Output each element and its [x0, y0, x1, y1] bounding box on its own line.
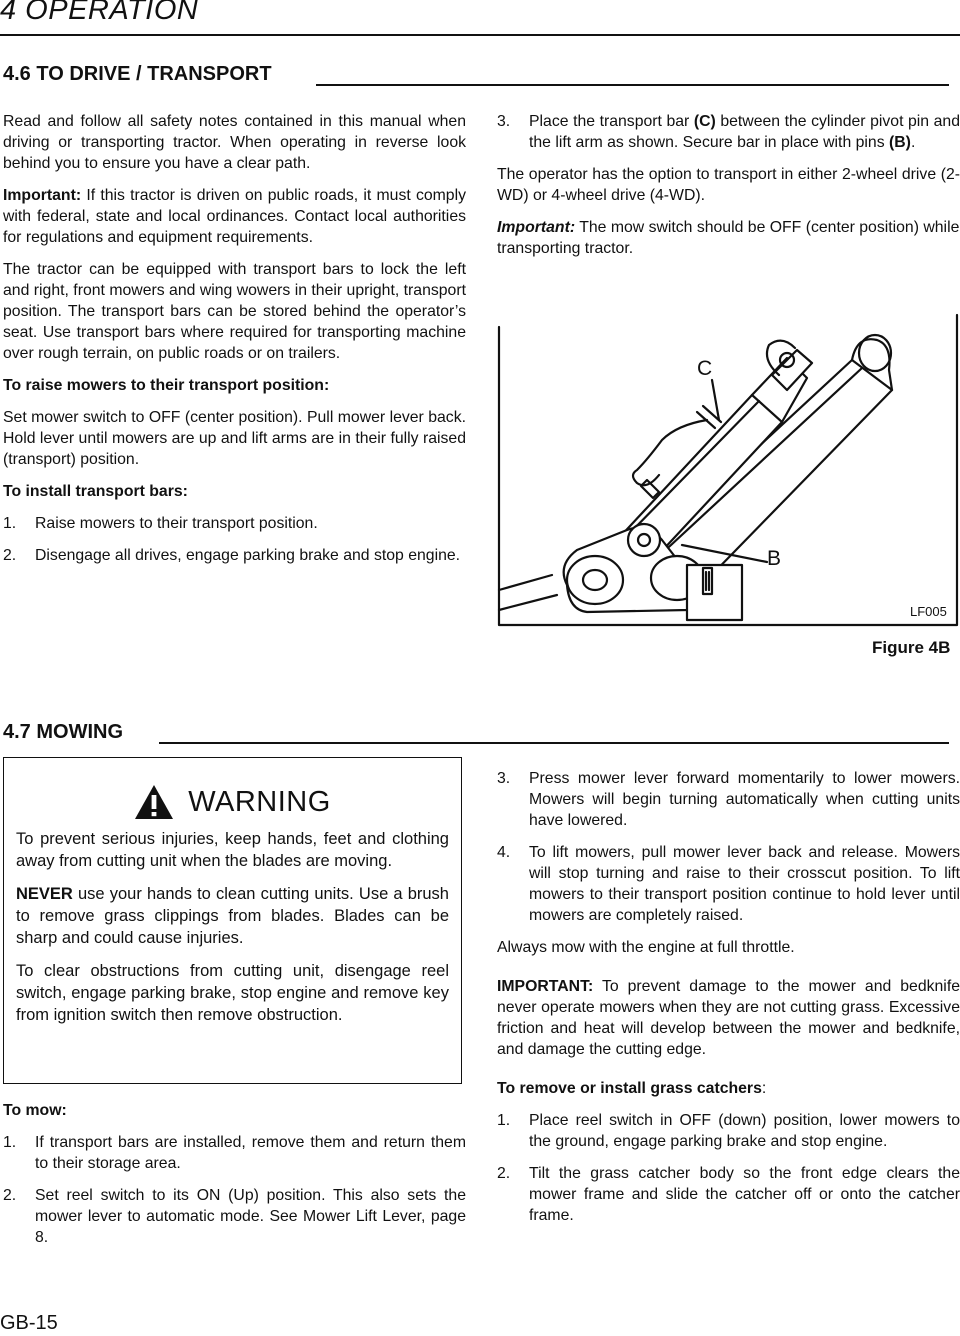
- step-number: 1.: [497, 1112, 511, 1129]
- step-text: Raise mowers to their transport position.: [35, 515, 318, 532]
- mowing-important-text: To prevent damage to the mower and bedknife never operate mowers when they are not cutting grass. Excessive friction and heat will develop between the mower and bedknife, and damage the cutting edge.: [497, 978, 960, 1058]
- raise-heading: To raise mowers to their transport position:: [3, 377, 330, 394]
- step-text: If transport bars are installed, remove them and return them to their storage area.: [35, 1134, 466, 1172]
- step-text: Disengage all drives, engage parking brake and stop engine.: [35, 547, 461, 564]
- list-item: [497, 1163, 960, 1226]
- catchers-heading-text: To remove or install grass catchers: [497, 1080, 762, 1097]
- header-rule: [0, 34, 960, 36]
- step3-mid: between the cylinder pivot pin and the lift arm as shown. Secure bar in place with pins: [529, 113, 960, 151]
- step-text: Tilt the grass catcher body so the front edge clears the mower frame and slide the catcher off or onto the catcher frame.: [529, 1165, 960, 1224]
- list-item: [3, 1185, 466, 1248]
- raise-text: Set mower switch to OFF (center position). Pull mower lever back. Hold lever until mowers are up and lift arms are in their fully raised (transport) position.: [3, 409, 466, 468]
- transport-intro: Read and follow all safety notes contained in this manual when driving or transporting tractor. When operating in reverse look behind you to ensure you have a clear path.: [3, 113, 466, 172]
- list-item: [497, 111, 960, 153]
- step-number: 1.: [3, 1134, 17, 1151]
- warning-box: [3, 757, 462, 1084]
- step-number: 4.: [497, 844, 511, 861]
- step-number: 3.: [497, 113, 511, 130]
- step-number: 2.: [497, 1165, 511, 1182]
- important-label: Important:: [3, 187, 82, 204]
- drive-option-text: The operator has the option to transport in either 2-wheel drive (2-WD) or 4-wheel drive (4-WD).: [497, 166, 960, 204]
- mowing-important-label: IMPORTANT:: [497, 978, 594, 995]
- warning-paragraph-1: To prevent serious injuries, keep hands, feet and clothing away from cutting unit when the blades are moving.: [16, 830, 449, 870]
- step-text: Place reel switch in OFF (down) position, lower mowers to the ground, engage parking brake and stop engine.: [529, 1112, 960, 1150]
- list-item: [497, 842, 960, 926]
- install-heading: To install transport bars:: [3, 483, 188, 500]
- transport-important-2: [497, 217, 960, 259]
- step-text: Press mower lever forward momentarily to lower mowers. Mowers will begin turning automatically when cutting units have lowered.: [529, 770, 960, 829]
- transport-bar-illustration: [497, 300, 960, 630]
- step-text: [529, 111, 960, 153]
- important2-label: Important:: [497, 219, 576, 236]
- step-number: 1.: [3, 515, 17, 532]
- mowing-right-column: [497, 768, 960, 1237]
- step-text: To lift mowers, pull mower lever back and release. Mowers will stop turning and raise to their crosscut position. To lift mowers to their transport position continue to hold lever until mowers are completely raised.: [529, 844, 960, 924]
- important-text: If this tractor is driven on public roads, it must comply with federal, state and local ordinances. Contact local authorities for regulations and equipment requirements.: [3, 187, 466, 246]
- list-item: [497, 1110, 960, 1152]
- to-mow-heading: To mow:: [3, 1102, 67, 1119]
- section-title-mowing: 4.7 MOWING: [3, 721, 124, 743]
- step-number: 2.: [3, 547, 17, 564]
- page-number: GB-15: [0, 1312, 58, 1334]
- important2-text: The mow switch should be OFF (center position) while transporting tractor.: [497, 219, 960, 257]
- section-title-transport: 4.6 TO DRIVE / TRANSPORT: [3, 63, 272, 85]
- mowing-left-column: [3, 1100, 466, 1259]
- step3-ref-b: (B): [889, 134, 911, 151]
- list-item: [3, 545, 466, 566]
- warning-title: WARNING: [188, 785, 331, 818]
- catchers-heading-colon: :: [761, 1080, 767, 1097]
- step-number: 3.: [497, 770, 511, 787]
- warning-paragraph-3: To clear obstructions from cutting unit, disengage reel switch, engage parking brake, stop engine and remove key from ignition switch then remove obstruction.: [16, 962, 449, 1024]
- warning-p2-text: use your hands to clean cutting units. Use a brush to remove grass clippings from blades. Blades can be sharp and could cause injuries.: [16, 885, 449, 947]
- figure-label-b: B: [767, 547, 782, 570]
- transport-bars-paragraph: The tractor can be equipped with transport bars to lock the left and right, front mowers and wing wowers in their upright, transport position. The transport bars can be stored behind the operator’s seat. Use transport bars where required for transporting machine over rough terrain, on public roads or on trailers.: [3, 261, 466, 362]
- transport-right-column: [497, 111, 960, 270]
- mowing-important: [497, 976, 960, 1060]
- step3-pre: Place the transport bar: [529, 113, 694, 130]
- transport-left-column: [3, 111, 466, 577]
- chapter-title: 4 OPERATION: [0, 0, 199, 26]
- warning-header: [16, 758, 449, 828]
- catchers-heading: [497, 1078, 960, 1099]
- full-throttle-text: Always mow with the engine at full throttle.: [497, 939, 795, 956]
- step3-post: .: [910, 134, 916, 151]
- warning-triangle-icon: [134, 784, 174, 820]
- step-number: 2.: [3, 1187, 17, 1204]
- figure-label-c: C: [697, 357, 713, 380]
- section-title-underline: [159, 742, 949, 744]
- list-item: [3, 513, 466, 534]
- warning-never: NEVER: [16, 885, 73, 903]
- warning-paragraph-2: [16, 883, 449, 949]
- section-title-underline: [316, 84, 949, 86]
- step3-ref-c: (C): [693, 113, 716, 130]
- figure-code: LF005: [910, 604, 947, 619]
- figure-caption: Figure 4B: [872, 638, 951, 657]
- transport-important: [3, 185, 466, 248]
- list-item: [3, 1132, 466, 1174]
- list-item: [497, 768, 960, 831]
- step-text: Set reel switch to its ON (Up) position. This also sets the mower lever to automatic mode. See Mower Lift Lever, page 8.: [35, 1187, 466, 1246]
